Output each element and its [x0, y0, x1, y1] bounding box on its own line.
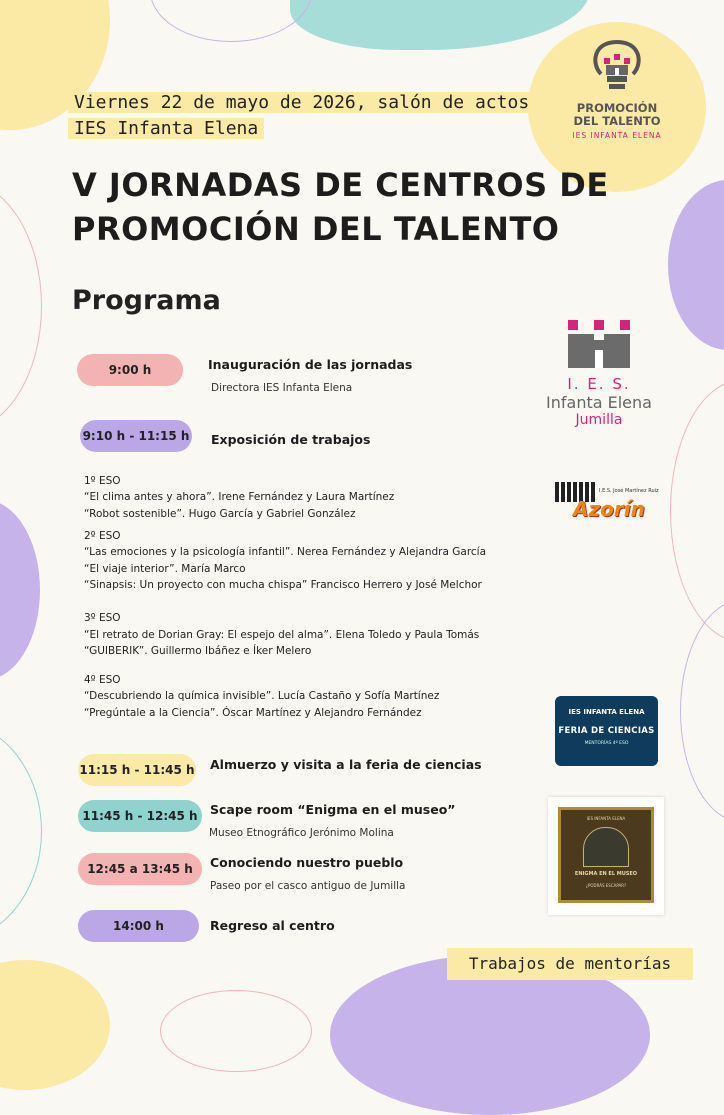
time-pill-0: 9:00 h: [77, 354, 183, 386]
works-level-3: 3º ESO: [84, 612, 121, 624]
works-item-2-1: “Las emociones y la psicología infantil”. Nerea Fernández y Alejandra García: [84, 546, 487, 558]
works-level-1: 1º ESO: [84, 475, 121, 487]
time-pill-1: 9:10 h - 11:15 h: [80, 420, 192, 452]
feria-top-text: IES INFANTA ELENA: [568, 708, 645, 716]
line-arc-purple-right: [680, 600, 724, 822]
event-title-0: Inauguración de las jornadas: [208, 357, 413, 372]
blob-yellow-bottomleft: [0, 960, 110, 1090]
feria-ciencias-image: [555, 696, 658, 766]
time-pill-3: 11:45 h - 12:45 h: [78, 800, 202, 832]
works-level-4: 4º ESO: [84, 674, 121, 686]
works-item-4-1: “Descubriendo la química invisible”. Lucía Castaño y Sofía Martínez: [84, 690, 440, 702]
blob-purple-left: [0, 500, 40, 680]
time-pill-2: 11:15 h - 11:45 h: [78, 754, 196, 786]
date-line2: IES Infanta Elena: [68, 116, 264, 142]
poster-frame: [558, 807, 654, 903]
poster-top-text: IES INFANTA ELENA: [586, 816, 626, 821]
poster-bottom-text: ¿PODRÁS ESCAPAR?: [585, 883, 627, 888]
works-item-1-1: “El clima antes y ahora”. Irene Fernández y Laura Martínez: [84, 491, 395, 503]
lightbulb-icon: [587, 36, 647, 98]
time-pill-4: 12:45 a 13:45 h: [78, 853, 202, 885]
date-line1: Viernes 22 de mayo de 2026, salón de actos: [68, 90, 535, 116]
azorin-small-text: I.E.S. José Martínez Ruiz: [599, 488, 659, 494]
event-subtitle-4: Paseo por el casco antiguo de Jumilla: [210, 880, 406, 892]
badge-line2: DEL TALENTO: [573, 114, 661, 128]
blob-purple-right: [668, 180, 724, 350]
works-item-4-2: “Pregúntale a la Ciencia”. Óscar Martínez y Alejandro Fernández: [84, 707, 422, 719]
event-subtitle-0: Directora IES Infanta Elena: [211, 382, 353, 394]
event-title-3: Scape room “Enigma en el museo”: [210, 802, 456, 817]
ies-infanta-elena-logo: [528, 318, 670, 429]
badge-line1: PROMOCIÓN: [576, 101, 658, 115]
event-subtitle-3: Museo Etnográfico Jerónimo Molina: [209, 827, 394, 839]
line-arc-purple-top: [150, 0, 312, 42]
works-item-3-2: “GUIBERIK”. Guillermo Ibáñez e Íker Melero: [84, 645, 312, 657]
ies-logo-line1: I. E. S.: [567, 375, 631, 393]
line-arc-pink-bottom: [160, 990, 312, 1072]
works-item-2-3: “Sinapsis: Un proyecto con mucha chispa” Francisco Herrero y José Melchor: [84, 579, 482, 591]
feria-small-text: MENTORÍAS 4º ESO: [584, 741, 629, 746]
castle-icon: [564, 318, 634, 370]
poster-arch: [583, 827, 629, 867]
event-title-2: Almuerzo y visita a la feria de ciencias: [210, 757, 482, 772]
works-item-3-1: “El retrato de Dorian Gray: El espejo del alma”. Elena Toledo y Paula Tomás: [84, 629, 480, 641]
scape-room-poster: [548, 797, 664, 915]
ies-logo-line3: Jumilla: [575, 412, 623, 428]
poster-main-text: ENIGMA EN EL MUSEO: [574, 871, 638, 877]
azorin-name: Azorín: [573, 497, 645, 521]
time-pill-5: 14:00 h: [78, 910, 199, 942]
works-item-2-2: “El viaje interior”. María Marco: [84, 563, 246, 575]
azorin-logo: [553, 480, 668, 525]
works-item-1-2: “Robot sostenible”. Hugo García y Gabriel González: [84, 508, 356, 520]
event-title-line1: V JORNADAS DE CENTROS DE: [72, 166, 609, 204]
ies-logo-line2: Infanta Elena: [546, 393, 652, 412]
line-arc-pink-left: [0, 180, 42, 432]
event-title-5: Regreso al centro: [210, 918, 335, 933]
event-title-4: Conociendo nuestro pueblo: [210, 855, 404, 870]
programa-heading: Programa: [72, 285, 221, 316]
feria-main-text: FERIA DE CIENCIAS: [558, 726, 655, 736]
event-title-1: Exposición de trabajos: [211, 432, 371, 447]
line-arc-teal-left: [0, 720, 42, 942]
event-title-line2: PROMOCIÓN DEL TALENTO: [72, 210, 560, 248]
badge-line3: IES INFANTA ELENA: [572, 131, 662, 140]
mentorias-label: Trabajos de mentorías: [447, 948, 693, 980]
line-arc-pink-right: [670, 380, 724, 642]
works-level-2: 2º ESO: [84, 530, 121, 542]
